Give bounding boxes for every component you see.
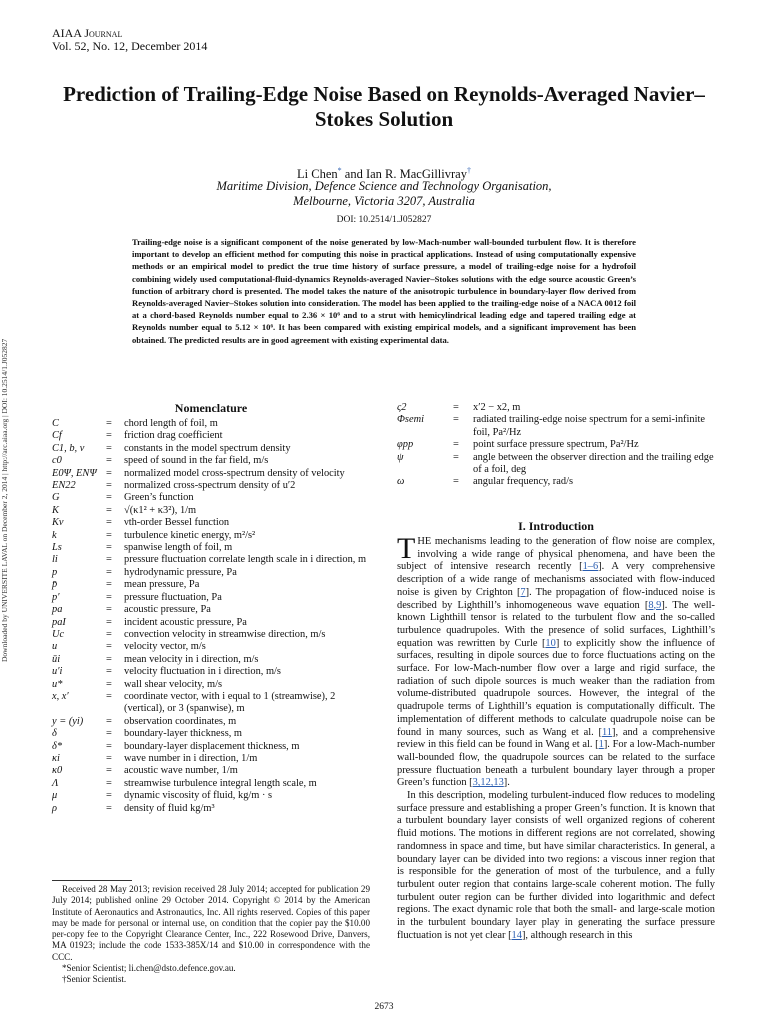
equals-sign: = bbox=[453, 451, 459, 463]
equals-sign: = bbox=[106, 678, 112, 690]
citation-link[interactable]: 1 bbox=[598, 739, 604, 751]
equals-sign: = bbox=[106, 765, 112, 777]
nomenclature-definition: boundary-layer thickness, m bbox=[124, 728, 243, 740]
nomenclature-definition: velocity vector, m/s bbox=[124, 641, 206, 653]
footnote-mark[interactable]: † bbox=[466, 166, 471, 175]
citation-link[interactable]: 3,12,13 bbox=[472, 777, 504, 789]
author-name: Li Chen bbox=[297, 167, 338, 182]
equals-sign: = bbox=[106, 666, 112, 678]
nomenclature-row bbox=[52, 741, 370, 753]
nomenclature-definition: νth-order Bessel function bbox=[124, 517, 230, 529]
journal-header bbox=[52, 27, 207, 53]
nomenclature-symbol: C bbox=[52, 418, 59, 429]
nomenclature-definition: normalized model cross-spectrum density of velocity bbox=[124, 467, 345, 479]
journal-volume: Vol. 52, No. 12, December 2014 bbox=[52, 39, 208, 53]
nomenclature-row bbox=[52, 629, 370, 641]
nomenclature-definition: observation coordinates, m bbox=[124, 715, 237, 727]
equals-sign: = bbox=[106, 480, 112, 492]
equals-sign: = bbox=[106, 752, 112, 764]
equals-sign: = bbox=[106, 430, 112, 442]
nomenclature-definition: boundary-layer displacement thickness, m bbox=[124, 740, 300, 752]
nomenclature-row bbox=[52, 691, 370, 716]
nomenclature-symbol: Λ bbox=[52, 777, 59, 789]
equals-sign: = bbox=[106, 790, 112, 802]
nomenclature-row bbox=[52, 592, 370, 604]
nomenclature-definition: normalized cross-spectrum density of u′2 bbox=[124, 480, 296, 492]
nomenclature-definition: constants in the model spectrum density bbox=[124, 442, 291, 454]
footnote-block bbox=[52, 884, 370, 986]
affiliation-line: Maritime Division, Defence Science and Technology Organisation, bbox=[216, 179, 552, 193]
text-run: ], although research in this bbox=[521, 929, 633, 941]
nomenclature-definition: velocity fluctuation in i direction, m/s bbox=[124, 666, 281, 678]
nomenclature-symbol: Kν bbox=[52, 517, 64, 529]
nomenclature-definition: acoustic wave number, 1/m bbox=[124, 765, 238, 777]
nomenclature-symbol: δ bbox=[52, 728, 57, 740]
equals-sign: = bbox=[106, 740, 112, 752]
nomenclature-row bbox=[52, 567, 370, 579]
nomenclature-row bbox=[52, 480, 370, 492]
affiliation-line: Melbourne, Victoria 3207, Australia bbox=[293, 194, 475, 208]
nomenclature-list-left bbox=[52, 418, 370, 815]
nomenclature-symbol: G bbox=[52, 492, 60, 504]
nomenclature-row bbox=[52, 753, 370, 765]
nomenclature-row bbox=[52, 430, 370, 442]
equals-sign: = bbox=[106, 628, 112, 640]
equals-sign: = bbox=[106, 554, 112, 566]
nomenclature-definition: wave number in i direction, 1/m bbox=[124, 752, 258, 764]
nomenclature-symbol: x, x′ bbox=[52, 690, 69, 702]
nomenclature-row bbox=[52, 492, 370, 504]
nomenclature-symbol: EN22 bbox=[52, 480, 76, 492]
nomenclature-row bbox=[397, 452, 715, 477]
nomenclature-row bbox=[52, 679, 370, 691]
nomenclature-row bbox=[52, 803, 370, 815]
nomenclature-definition: pressure fluctuation, Pa bbox=[124, 591, 222, 603]
nomenclature-row bbox=[52, 778, 370, 790]
doi-link[interactable]: 10.2514/1.J052827 bbox=[358, 215, 432, 225]
nomenclature-definition: density of fluid kg/m³ bbox=[124, 802, 215, 814]
nomenclature-symbol: p bbox=[52, 566, 58, 578]
nomenclature-definition: turbulence kinetic energy, m²/s² bbox=[124, 529, 256, 541]
text-run: ], and a comprehensive review in this field can be found in Wang et al. [ bbox=[397, 726, 715, 751]
nomenclature-definition: mean pressure, Pa bbox=[124, 579, 200, 591]
equals-sign: = bbox=[106, 542, 112, 554]
nomenclature-row bbox=[397, 414, 715, 439]
equals-sign: = bbox=[106, 802, 112, 814]
nomenclature-definition: x′2 − x2, m bbox=[473, 402, 521, 413]
equals-sign: = bbox=[106, 653, 112, 665]
nomenclature-definition: friction drag coefficient bbox=[124, 430, 223, 442]
nomenclature-definition: chord length of foil, m bbox=[124, 418, 218, 429]
nomenclature-definition: convection velocity in streamwise direction, m/s bbox=[124, 628, 326, 640]
nomenclature-row bbox=[52, 765, 370, 777]
equals-sign: = bbox=[106, 418, 112, 429]
nomenclature-symbol: y = (yi) bbox=[52, 715, 84, 727]
nomenclature-row bbox=[52, 666, 370, 678]
text-run: ]. The propagation of flow-induced noise is described by Lighthill’s inhomogeneous wave equation [ bbox=[397, 586, 715, 611]
affiliation bbox=[40, 179, 728, 209]
nomenclature-row bbox=[52, 654, 370, 666]
nomenclature-symbol: φpp bbox=[397, 439, 414, 451]
nomenclature-symbol: p′ bbox=[52, 591, 60, 603]
nomenclature-symbol: Uc bbox=[52, 628, 65, 640]
nomenclature-symbol: p̄ bbox=[52, 579, 58, 591]
nomenclature-row bbox=[52, 790, 370, 802]
journal-name: AIAA Journal bbox=[52, 26, 123, 40]
text-run: ]. For a low-Mach-number wall-bounded flow, the quadrupole sources can be related to the surface pressure fluctuation beneath a turbulent boundary layer through a proper Green’s function [ bbox=[397, 739, 715, 789]
nomenclature-symbol: Ls bbox=[52, 542, 62, 554]
equals-sign: = bbox=[106, 604, 112, 616]
nomenclature-row bbox=[52, 418, 370, 430]
citation-link[interactable]: 7 bbox=[520, 586, 526, 598]
nomenclature-row bbox=[52, 604, 370, 616]
nomenclature-row bbox=[52, 530, 370, 542]
nomenclature-row bbox=[52, 641, 370, 653]
equals-sign: = bbox=[453, 402, 459, 413]
equals-sign: = bbox=[453, 439, 459, 451]
nomenclature-definition: angle between the observer direction and the trailing edge of a foil, deg bbox=[473, 451, 714, 476]
equals-sign: = bbox=[106, 641, 112, 653]
equals-sign: = bbox=[106, 715, 112, 727]
author-footnote: †Senior Scientist. bbox=[62, 974, 127, 985]
nomenclature-heading: Nomenclature bbox=[174, 401, 248, 415]
nomenclature-symbol: c0 bbox=[52, 455, 62, 467]
nomenclature-symbol: k bbox=[52, 529, 57, 541]
nomenclature-definition: Green’s function bbox=[124, 492, 194, 504]
citation-link[interactable]: 11 bbox=[601, 726, 612, 738]
equals-sign: = bbox=[453, 476, 459, 488]
nomenclature-row bbox=[52, 617, 370, 629]
equals-sign: = bbox=[106, 616, 112, 628]
nomenclature-symbol: Cf bbox=[52, 430, 62, 442]
nomenclature-definition: radiated trailing-edge noise spectrum for a semi-infinite foil, Pa²/Hz bbox=[473, 414, 705, 438]
text-run: ]. A very comprehensive description of a wide range of mechanisms associated with flow-induced noise is given by Crighton [ bbox=[397, 561, 715, 598]
nomenclature-symbol: ūi bbox=[52, 653, 61, 665]
doi-line bbox=[40, 215, 728, 225]
citation-link[interactable]: 10 bbox=[545, 637, 556, 649]
page-number: 2673 bbox=[374, 1002, 394, 1012]
nomenclature-symbol: u* bbox=[52, 678, 63, 690]
doi-label: DOI: bbox=[336, 215, 359, 225]
equals-sign: = bbox=[106, 777, 112, 789]
nomenclature-definition: √(κ1² + κ3²), 1/m bbox=[124, 504, 197, 516]
nomenclature-row bbox=[52, 505, 370, 517]
nomenclature-symbol: li bbox=[52, 554, 58, 566]
nomenclature-symbol: δ* bbox=[52, 740, 63, 752]
author-separator: and bbox=[341, 167, 366, 182]
nomenclature-symbol: ρ bbox=[52, 802, 57, 814]
nomenclature-definition: dynamic viscosity of fluid, kg/m · s bbox=[124, 790, 273, 802]
equals-sign: = bbox=[106, 467, 112, 479]
download-watermark: Downloaded by UNIVERSITE LAVAL on December 2, 2014 | http://arc.aiaa.org | DOI: 10.2514/1.J052827 bbox=[0, 338, 9, 662]
footnote-mark[interactable]: * bbox=[337, 166, 342, 175]
nomenclature-symbol: ς2 bbox=[397, 402, 407, 413]
equals-sign: = bbox=[106, 504, 112, 516]
abstract: Trailing-edge noise is a significant component of the noise generated by low-Mach-number wall-bounded turbulent flow. It is therefore important to develop an efficient method for computing this noise in practical applications. Instead of using computationally expensive methods or an empirical model to predict the true time history of surface pressure, a model of trailing-edge noise for a hydrofoil combining widely used computational-fluid-dynamics Reynolds-averaged Navier–Stokes solutions with the edge source acoustic Green’s function of arbitrary chord is presented. The model takes the nature of the anisotropic turbulence in boundary-layer flow derived from Reynolds-averaged Navier–Stokes solution into consideration. The model has been applied to the trailing-edge noise of a NACA 0012 foil at a chord-based Reynolds number equal to 2.36 × 10⁶ and to a strut with hemicylindrical leading edge and tapered trailing edge at Reynolds number equal to 5.12 × 10⁶. It has been compared with existing empirical models, and a significant improvement has been obtained. The predicted results are in good agreement with existing experimental data. bbox=[132, 237, 636, 345]
nomenclature-symbol: Φsemi bbox=[397, 414, 424, 426]
section-heading: I. Introduction bbox=[518, 519, 594, 533]
nomenclature-row bbox=[52, 716, 370, 728]
equals-sign: = bbox=[106, 591, 112, 603]
equals-sign: = bbox=[106, 690, 112, 702]
equals-sign: = bbox=[106, 517, 112, 529]
nomenclature-definition: pressure fluctuation correlate length scale in i direction, m bbox=[124, 554, 367, 566]
nomenclature-definition: mean velocity in i direction, m/s bbox=[124, 653, 259, 665]
nomenclature-symbol: κ0 bbox=[52, 765, 63, 777]
nomenclature-definition: point surface pressure spectrum, Pa²/Hz bbox=[473, 439, 639, 451]
nomenclature-definition: angular frequency, rad/s bbox=[473, 476, 574, 488]
equals-sign: = bbox=[106, 442, 112, 454]
nomenclature-symbol: C1, b, ν bbox=[52, 442, 85, 454]
equals-sign: = bbox=[106, 566, 112, 578]
citation-link[interactable]: 14 bbox=[511, 929, 522, 941]
equals-sign: = bbox=[106, 579, 112, 591]
nomenclature-definition: spanwise length of foil, m bbox=[124, 542, 233, 554]
nomenclature-symbol: u′i bbox=[52, 666, 63, 678]
nomenclature-definition: hydrodynamic pressure, Pa bbox=[124, 566, 237, 578]
introduction-body bbox=[397, 532, 715, 943]
equals-sign: = bbox=[106, 728, 112, 740]
text-run: ]. bbox=[503, 777, 510, 789]
equals-sign: = bbox=[106, 492, 112, 504]
citation-link[interactable]: 8,9 bbox=[648, 599, 662, 611]
drop-cap: T bbox=[397, 532, 416, 565]
text-run: HE mechanisms leading to the generation of flow noise are complex, involving a wide range of physical phenomena, and have been the subject of intensive research recently [ bbox=[397, 536, 715, 573]
nomenclature-list-right bbox=[397, 402, 715, 489]
nomenclature-definition: incident acoustic pressure, Pa bbox=[124, 616, 247, 628]
nomenclature-symbol: E0Ψ, ENΨ bbox=[52, 467, 97, 479]
nomenclature-row bbox=[52, 517, 370, 529]
footnote-rule bbox=[52, 880, 132, 881]
nomenclature-symbol: ω bbox=[397, 476, 405, 488]
text-run: ] to explicitly show the influence of surfaces, resulting in dipole sources due to force fluctuations acting on the surface. For low-Mach-number flow over a large and rigid surface, the radiation of such dipole sources is much weaker than the radiation from volume-distributed quadrupole sources. However, the integral of the quadrupole terms of Lighthill’s equation is computationally difficult. The implementation of different methods to calculate quadrupole noise can be found in many sources, such as Wang et al. [ bbox=[397, 637, 715, 738]
nomenclature-definition: acoustic pressure, Pa bbox=[124, 604, 211, 616]
text-run: In this description, modeling turbulent-induced flow reduces to modeling surface pressure and establishing a proper Green’s function. It is known that a turbulent boundary layer consists of well organized regions of coherent fluid motions. The motions in different regions are not correlated, showing randomness in space and time, but have similar characteristics. In general, a boundary layer can be divided into two regions: a viscous inner region that is responsible for the generation of most of the turbulence, and a fully turbulent outer region that contains large-scale coherent motion. The fully turbulent outer region can be further divided into logarithmic and defect regions. The exact dynamic role that both the small- and large-scale motion in the turbulent boundary layer play in generating the surface pressure fluctuation is not yet clear [ bbox=[397, 790, 715, 941]
nomenclature-row bbox=[52, 554, 370, 566]
paper-title: Prediction of Trailing-Edge Noise Based on Reynolds-Averaged Navier–Stokes Solution bbox=[63, 82, 705, 131]
nomenclature-row bbox=[397, 476, 715, 488]
citation-link[interactable]: 1–6 bbox=[582, 561, 599, 573]
paragraph bbox=[397, 532, 715, 790]
nomenclature-row bbox=[52, 455, 370, 467]
nomenclature-definition: coordinate vector, with i equal to 1 (streamwise), 2 (vertical), or 3 (spanwise), m bbox=[124, 690, 336, 715]
nomenclature-symbol: K bbox=[52, 504, 59, 516]
nomenclature-row bbox=[52, 728, 370, 740]
nomenclature-row bbox=[52, 468, 370, 480]
nomenclature-definition: speed of sound in the far field, m/s bbox=[124, 455, 269, 467]
equals-sign: = bbox=[453, 414, 459, 426]
nomenclature-symbol: μ bbox=[52, 790, 58, 802]
nomenclature-row bbox=[52, 443, 370, 455]
nomenclature-definition: streamwise turbulence integral length scale, m bbox=[124, 777, 317, 789]
nomenclature-symbol: u bbox=[52, 641, 58, 653]
equals-sign: = bbox=[106, 455, 112, 467]
nomenclature-symbol: paI bbox=[52, 616, 66, 628]
author-footnote: *Senior Scientist; li.chen@dsto.defence.gov.au. bbox=[62, 963, 236, 974]
nomenclature-definition: wall shear velocity, m/s bbox=[124, 678, 223, 690]
nomenclature-symbol: κi bbox=[52, 752, 60, 764]
nomenclature-row bbox=[52, 542, 370, 554]
nomenclature-row bbox=[397, 402, 715, 414]
received-note: Received 28 May 2013; revision received 28 July 2014; accepted for publication 29 July 2014; published online 29 October 2014. Copyright © 2014 by the American Institute of Aeronautics and Astronautics, Inc. All rights reserved. Copies of this paper may be made for personal or internal use, on condition that the copier pay the $10.00 per-copy fee to the Copyright Clearance Center, Inc., 222 Rosewood Drive, Danvers, MA 01923; include the code 1533-385X/14 and $10.00 in correspondence with the CCC. bbox=[52, 884, 370, 962]
text-run: ]. The well-known Lighthill tensor is related to the turbulent flow and the so-called turbulence quadrupoles. With the presence of solid surfaces, Lighthill’s equation was rewritten by Curle [ bbox=[397, 599, 715, 649]
nomenclature-row bbox=[397, 439, 715, 451]
equals-sign: = bbox=[106, 529, 112, 541]
nomenclature-row bbox=[52, 579, 370, 591]
nomenclature-symbol: pa bbox=[52, 604, 63, 616]
nomenclature-symbol: ψ bbox=[397, 451, 404, 463]
paragraph bbox=[397, 790, 715, 942]
author-name: Ian R. MacGillivray bbox=[365, 167, 467, 182]
